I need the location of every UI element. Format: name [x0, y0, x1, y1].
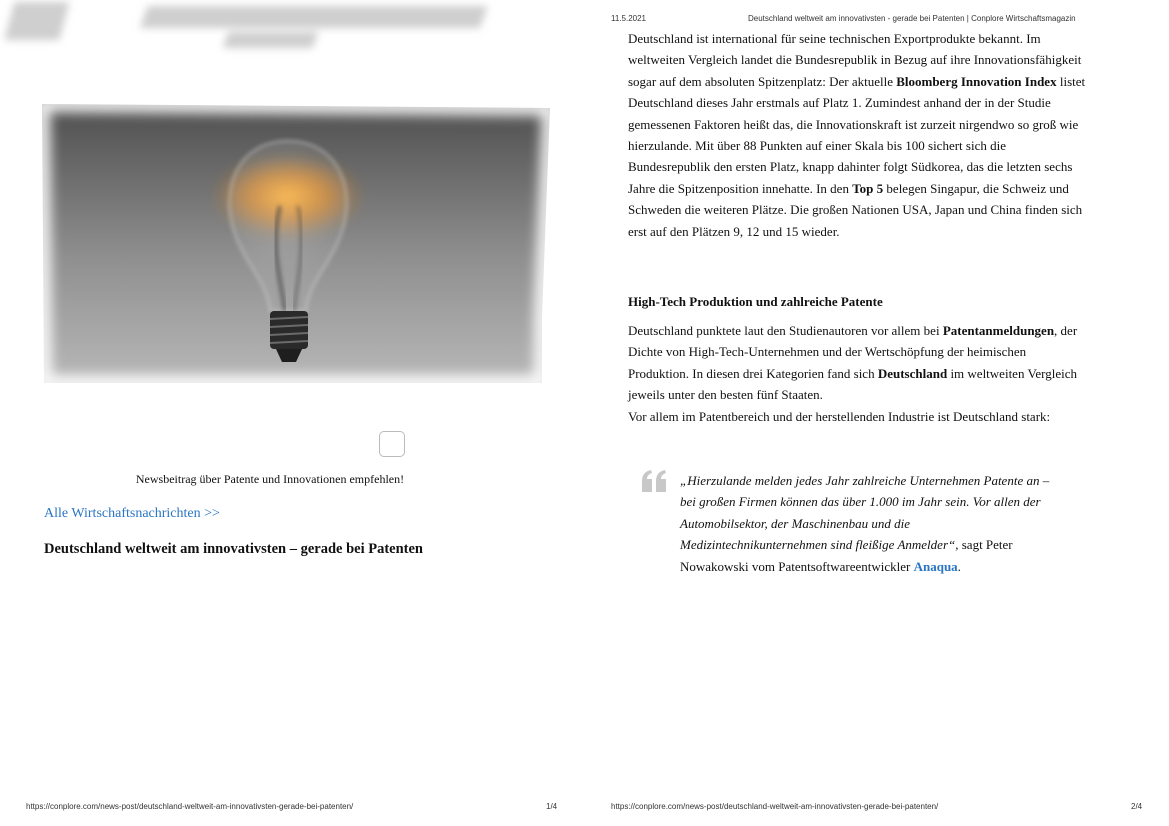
- footer-url-2: https://conplore.com/news-post/deutschland-weltweit-am-innovativsten-gerade-bei-patenten/: [611, 802, 939, 811]
- footer-url: https://conplore.com/news-post/deutschland-weltweit-am-innovativsten-gerade-bei-patenten/: [26, 802, 354, 811]
- share-box-icon[interactable]: [379, 431, 405, 457]
- page-1: [0, 0, 584, 826]
- print-date: 11.5.2021: [611, 14, 646, 23]
- patents-paragraph: Deutschland punktete laut den Studienautoren vor allem bei Patentanmeldungen, der Dichte von High-Tech-Unternehmen und der Wertschöpfung der heimischen Produktion. In diesen drei Kategorien fand sich Deutschland im weltweiten Vergleich jeweils unter den besten fünf Staaten. Vor allem im Patentbereich und der herstellenden Industrie ist Deutschland stark:: [628, 320, 1088, 427]
- footer-page-number: 1/4: [546, 802, 558, 811]
- quote-block: „Hierzulande melden jedes Jahr zahlreiche Unternehmen Patente an – bei großen Firmen können das über 1.000 im Jahr sein. Vor allen der Automobilsektor, der Maschinenbau und die Medizintechnikunternehmen sind fleißige Anmelder“, sagt Peter Nowakowski vom Patentsoftwareentwickler Anaqua.: [680, 473, 1050, 574]
- share-recommend-text: Newsbeitrag über Patente und Innovationen empfehlen!: [135, 472, 405, 486]
- patents-line: Vor allem im Patentbereich und der herstellenden Industrie ist Deutschland stark:: [628, 408, 1051, 424]
- blurred-header-area: [0, 0, 584, 60]
- intro-paragraph: Deutschland ist international für seine technischen Exportprodukte bekannt. Im weltweiten Vergleich landet die Bundesrepublik in Bezug auf ihre Innovationsfähigkeit sogar auf dem absoluten Spitzenplatz: Der aktuelle Bloomberg Innovation Index listet Deutschland dieses Jahr erstmals auf Platz 1. Zumindest anhand der in der Studie gemessenen Faktoren heißt das, die Innovationskraft ist zurzeit nirgendwo so groß wie hierzulande. Mit über 88 Punkten auf einer Skala bis 100 sichert sich die Bundesrepublik den ersten Platz, knapp dahinter folgt Südkorea, das die letzten sechs Jahre die Spitzenposition innehatte. In den Top 5 belegen Singapur, die Schweiz und Schweden die weiteren Plätze. Die großen Nationen USA, Japan und China finden sich erst auf den Plätzen 9, 12 und 15 wieder.: [628, 31, 1086, 239]
- section-heading: High-Tech Produktion und zahlreiche Patente: [628, 294, 883, 309]
- all-news-link[interactable]: Alle Wirtschaftsnachrichten >>: [44, 506, 220, 521]
- article-title: Deutschland weltweit am innovativsten – gerade bei Patenten: [44, 541, 423, 557]
- quote-mark-icon: [642, 470, 668, 492]
- print-title: Deutschland weltweit am innovativsten - gerade bei Patenten | Conplore Wirtschaftsmagazin: [748, 14, 1076, 23]
- footer-page-number-2: 2/4: [1131, 802, 1143, 811]
- light-bulb-image: [30, 86, 555, 386]
- anaqua-link[interactable]: Anaqua: [913, 558, 958, 574]
